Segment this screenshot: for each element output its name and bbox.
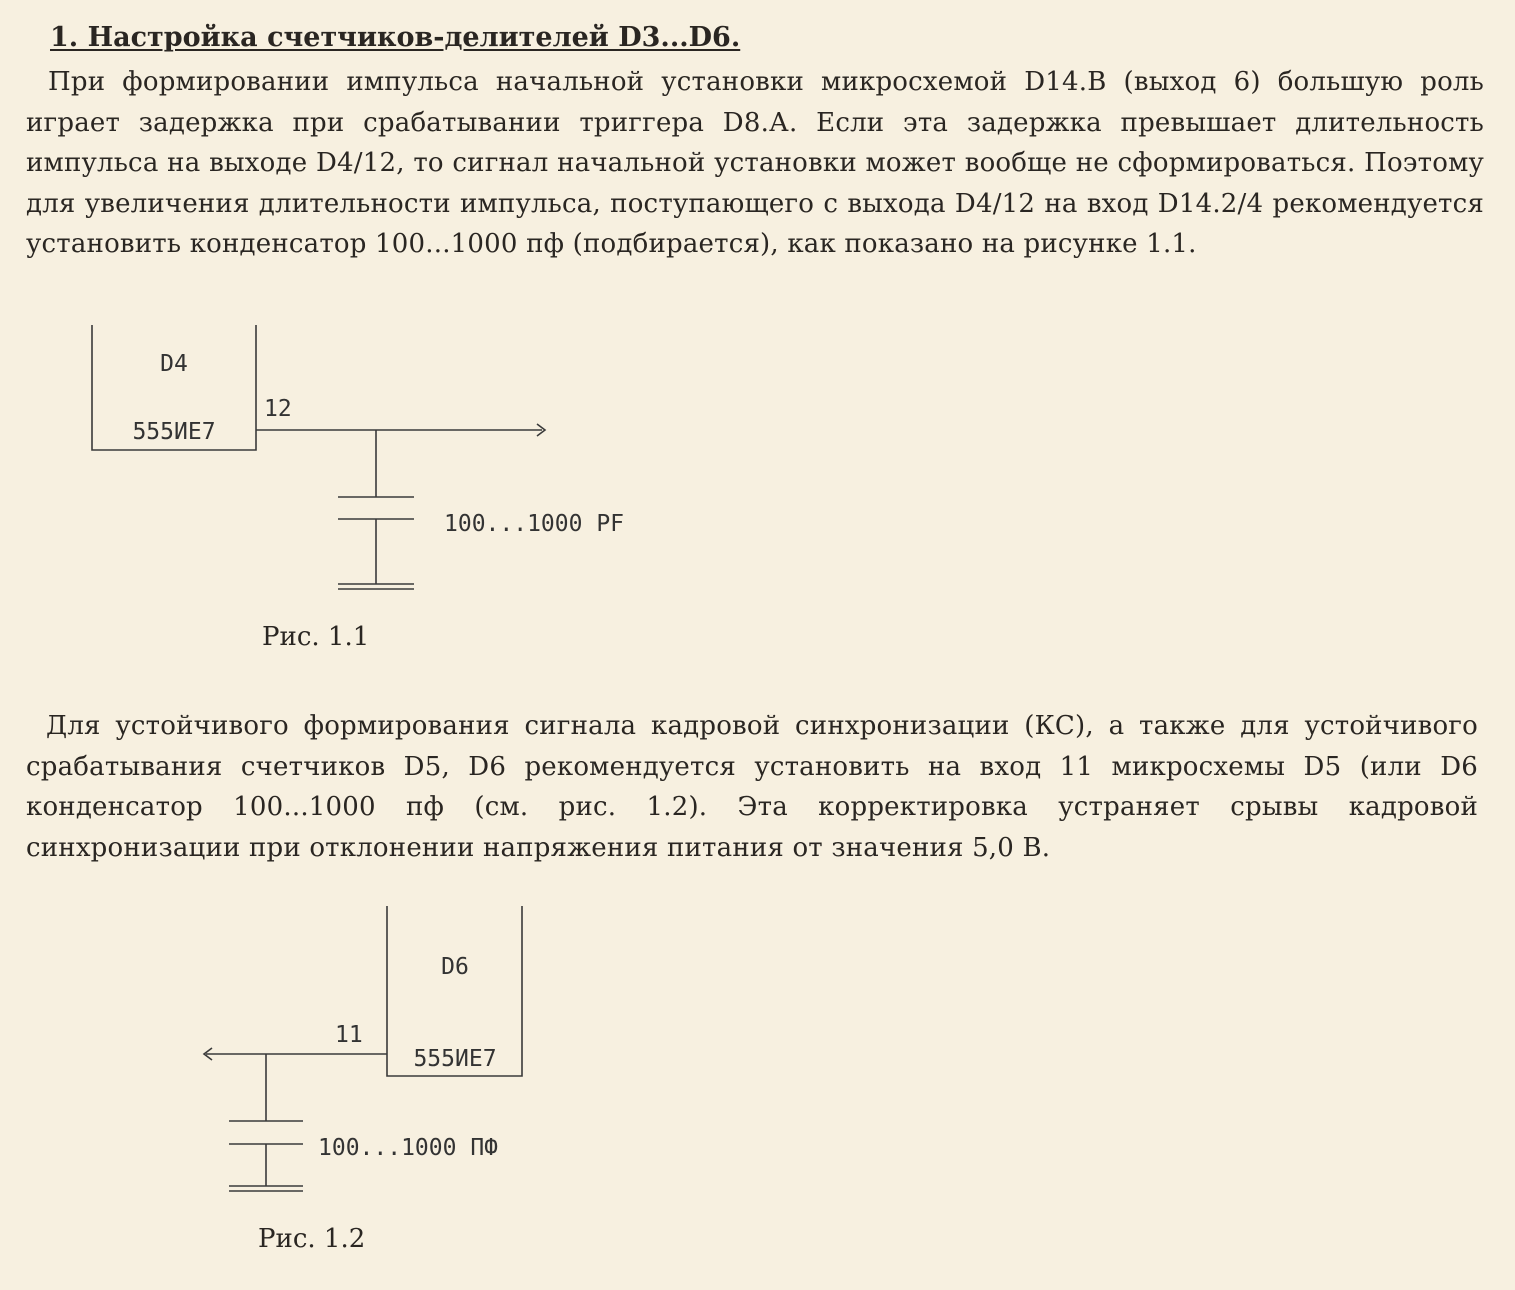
figure-2-caption: Рис. 1.2 [258,1224,366,1254]
paragraph-2: Для устойчивого формирования сигнала кадровой синхронизации (КС), а также для устойчивого срабатывания счетчиков D5, D6 рекомендуется установить на вход 11 микросхемы D5 (или D6 конденсатор 100...1000 пф (см. рис. 1.2). Эта корректировка устраняет срывы кадровой синхронизации при отклонении напряжения питания от значения 5,0 В. [26,711,1478,863]
chip-d6-type: 555ИЕ7 [413,1046,497,1072]
capacitor-2-label: 100...1000 ПФ [318,1135,499,1161]
chip-d4-name: D4 [160,351,188,377]
pin-12-label: 12 [264,396,292,422]
paragraph-1: При формировании импульса начальной установки микросхемой D14.В (выход 6) большую роль играет задержка при срабатывании триггера D8.А. Если эта задержка превышает длительность импульса на выходе D4/12, то сигнал начальной установки может вообще не сформироваться. Поэтому для увеличения длительности импульса, поступающего с выхода D4/12 на вход D14.2/4 рекомендуется установить конденсатор 100...1000 пф (подбирается), как показано на рисунке 1.1. [26,67,1484,259]
chip-d4-type: 555ИЕ7 [132,419,216,445]
capacitor-1-label: 100...1000 PF [444,511,625,537]
figure-1-caption: Рис. 1.1 [262,622,370,652]
section-heading: 1. Настройка счетчиков-делителей D3...D6. [50,22,741,53]
chip-d6-name: D6 [441,954,469,980]
pin-11-label: 11 [335,1022,363,1048]
